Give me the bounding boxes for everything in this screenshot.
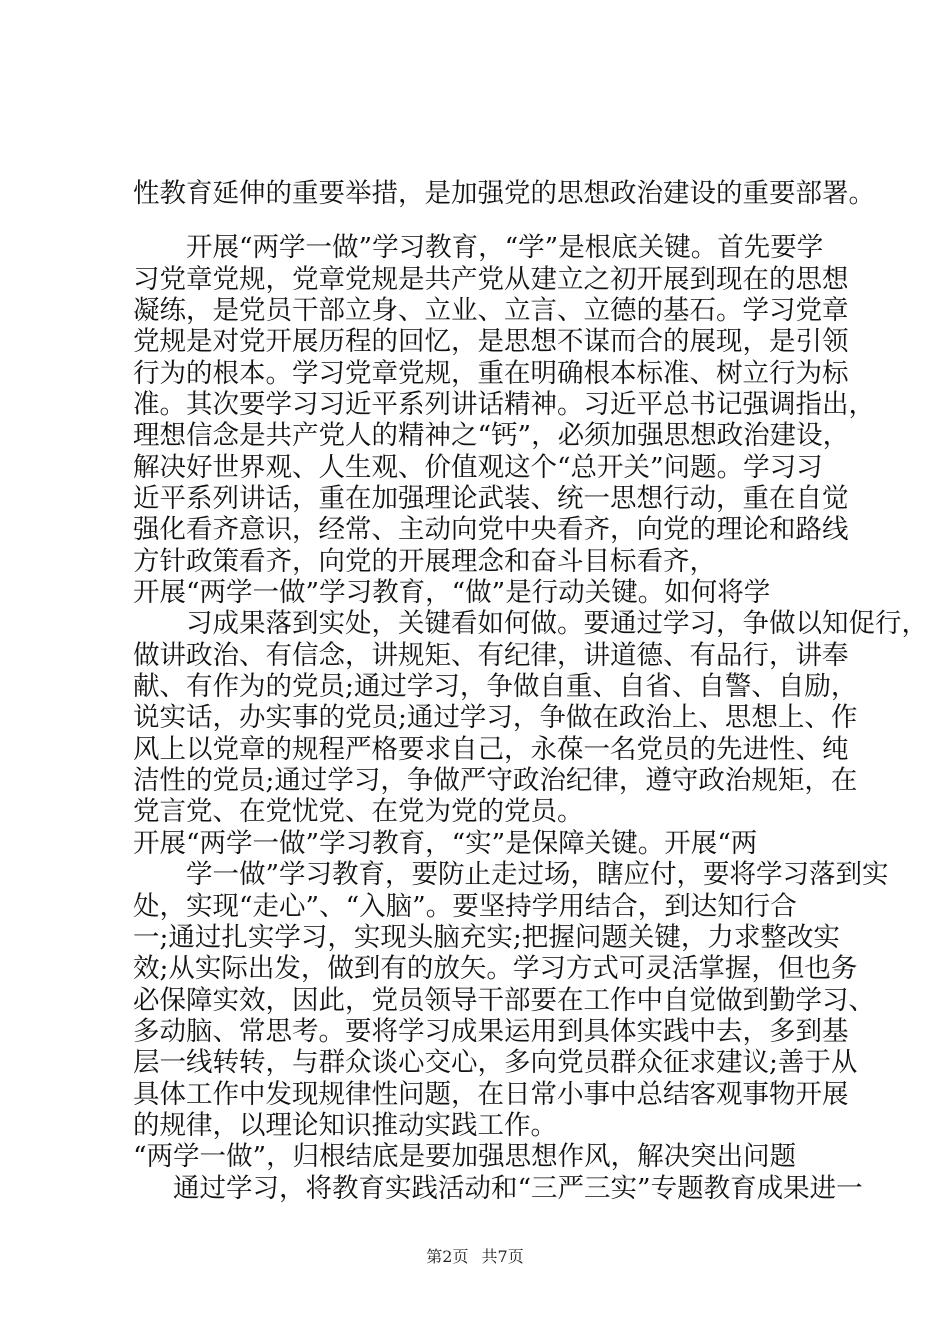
text-line: 理想信念是共产党人的精神之“钙”，必须加强思想政治建设， <box>133 420 850 451</box>
page-number: 第2页 <box>426 1247 469 1266</box>
paragraph-line: 学一做”学习教育，要防止走过场，瞎应付，要将学习落到实 <box>186 859 889 890</box>
text-line: 凝练，是党员干部立身、立业、立言、立德的基石。学习党章 <box>133 295 849 326</box>
text-line <box>133 1200 853 1240</box>
text-line: 开展“两学一做”学习教育，“做”是行动关键。如何将学 <box>133 577 771 608</box>
paragraph-line: 开展“两学一做”学习教育，“学”是根底关键。首先要学 <box>186 232 824 263</box>
text-line: 近平系列讲话，重在加强理论武装、统一思想行动，重在自觉 <box>133 483 849 514</box>
text-line: 层一线转转，与群众谈心交心，多向党员群众征求建议;善于从 <box>133 1047 858 1078</box>
text-line: 献、有作为的党员;通过学习，争做自重、自省、自警、自励， <box>133 671 858 702</box>
text-line: “两学一做”，归根结底是要加强思想作风，解决突出问题 <box>133 1141 797 1172</box>
text-line: 多动脑、常思考。要将学习成果运用到具体实践中去，多到基 <box>133 1016 849 1047</box>
text-line: 方针政策看齐，向党的开展理念和奋斗目标看齐， <box>133 546 716 577</box>
text-line: 必保障实效，因此，党员领导干部要在工作中自觉做到勤学习、 <box>133 985 875 1016</box>
text-line: 性教育延伸的重要举措，是加强党的思想政治建设的重要部署。 <box>133 178 875 209</box>
page-footer <box>0 1246 950 1268</box>
text-line: 党言党、在党忧党、在党为党的党员。 <box>133 796 584 827</box>
text-line: 解决好世界观、人生观、价值观这个“总开关”问题。学习习 <box>133 452 823 483</box>
text-line: 洁性的党员;通过学习，争做严守政治纪律，遵守政治规矩，在 <box>133 765 858 796</box>
text-line: 做讲政治、有信念，讲规矩、有纪律，讲道德、有品行，讲奉 <box>133 640 849 671</box>
paragraph-line: 习成果落到实处，关键看如何做。要通过学习，争做以知促行， <box>186 608 928 639</box>
text-line: 具体工作中发现规律性问题，在日常小事中总结客观事物开展 <box>133 1079 849 1110</box>
text-line: 习党章党规，党章党规是共产党从建立之初开展到现在的思想 <box>133 264 849 295</box>
paragraph-line: 通过学习，将教育实践活动和“三严三实”专题教育成果进一 <box>173 1173 863 1204</box>
text-line: 效;从实际出发，做到有的放矢。学习方式可灵活掌握，但也务 <box>133 953 858 984</box>
text-line: 准。其次要学习习近平系列讲话精神。习近平总书记强调指出， <box>133 389 875 420</box>
text-line: 行为的根本。学习党章党规，重在明确根本标准、树立行为标 <box>133 358 849 389</box>
page-total: 共7页 <box>481 1247 524 1266</box>
text-line: 强化看齐意识，经常、主动向党中央看齐，向党的理论和路线 <box>133 514 849 545</box>
text-line: 说实话，办实事的党员;通过学习，争做在政治上、思想上、作 <box>133 702 858 733</box>
text-line: 的规律，以理论知识推动实践工作。 <box>133 1110 557 1141</box>
text-line: 处，实现“走心”、“入脑”。要坚持学用结合，到达知行合 <box>133 891 797 922</box>
text-line: 开展“两学一做”学习教育，“实”是保障关键。开展“两 <box>133 828 758 859</box>
text-line: 风上以党章的规程严格要求自己，永葆一名党员的先进性、纯 <box>133 734 849 765</box>
text-line: 党规是对党开展历程的回忆，是思想不谋而合的展现，是引领 <box>133 326 849 357</box>
text-line: 一;通过扎实学习，实现头脑充实;把握问题关键，力求整改实 <box>133 922 840 953</box>
